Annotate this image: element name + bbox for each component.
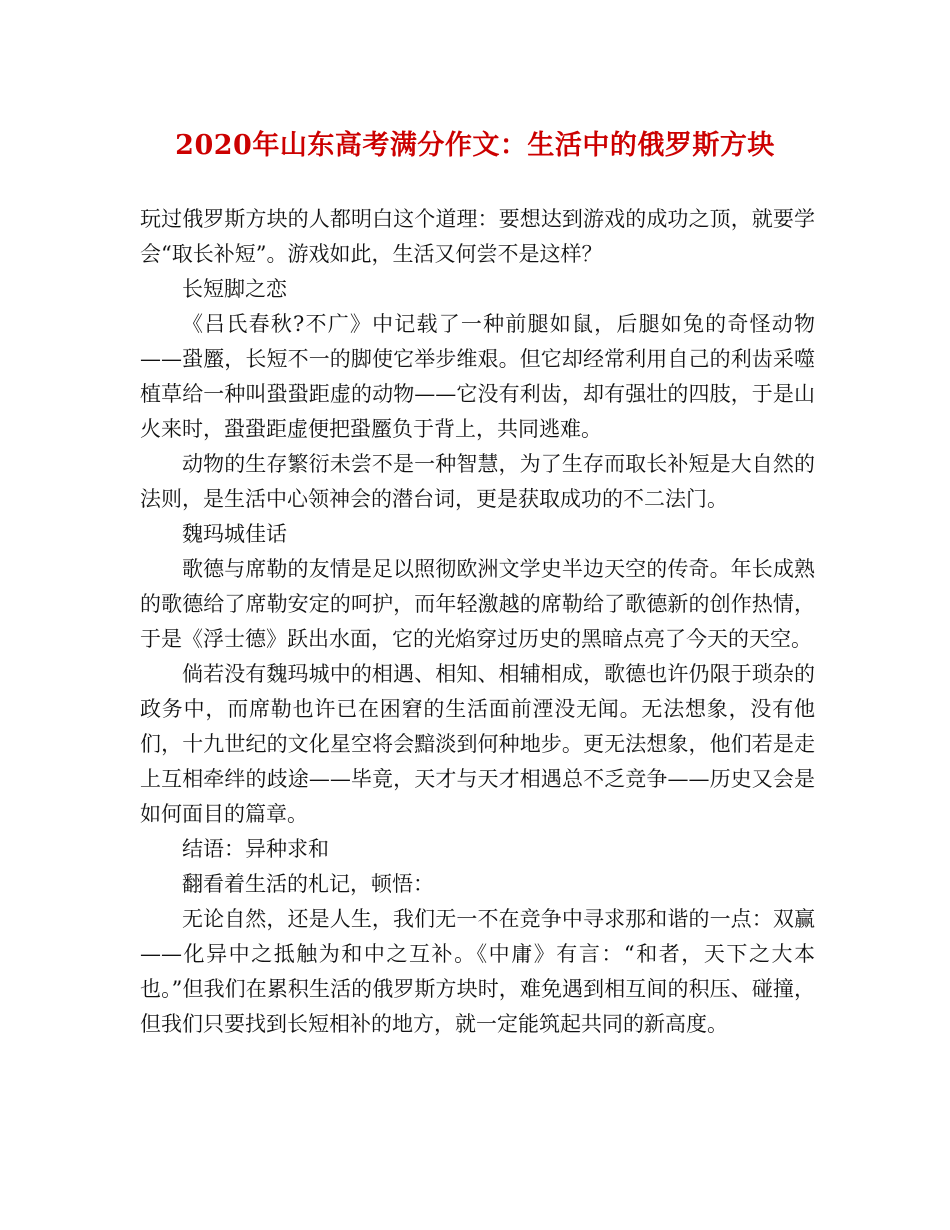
- document-title: 2020年山东高考满分作文：生活中的俄罗斯方块: [175, 130, 775, 161]
- paragraph: 无论自然，还是人生，我们无一不在竞争中寻求那和谐的一点：双赢——化异中之抵触为和中之互补。《中庸》有言：“和者，天下之大本也。”但我们在累积生活的俄罗斯方块时，难免遇到相互间的积压、碰撞，但我们只要找到长短相补的地方，就一定能筑起共同的新高度。: [140, 907, 815, 1036]
- paragraph: 动物的生存繁衍未尝不是一种智慧，为了生存而取长补短是大自然的法则，是生活中心领神会的潜台词，更是获取成功的不二法门。: [140, 452, 815, 511]
- paragraph-intro: 玩过俄罗斯方块的人都明白这个道理：要想达到游戏的成功之顶，就要学会“取长补短”。游戏如此，生活又何尝不是这样？: [140, 207, 815, 266]
- section-heading-conclusion: 结语：异种求和: [182, 837, 329, 861]
- paragraph: 翻看着生活的札记，顿悟：: [182, 872, 434, 896]
- section-heading-long-short-feet: 长短脚之恋: [182, 277, 287, 301]
- document-body: [140, 202, 815, 1042]
- section-heading-weimar: 魏玛城佳话: [182, 522, 287, 546]
- paragraph: 歌德与席勒的友情是足以照彻欧洲文学史半边天空的传奇。年长成熟的歌德给了席勒安定的呵护，而年轻激越的席勒给了歌德新的创作热情，于是《浮士德》跃出水面，它的光焰穿过历史的黑暗点亮了今天的天空。: [140, 557, 815, 651]
- paragraph: 倘若没有魏玛城中的相遇、相知、相辅相成，歌德也许仍限于琐杂的政务中，而席勒也许已在困窘的生活面前湮没无闻。无法想象，没有他们，十九世纪的文化星空将会黯淡到何种地步。更无法想象，他们若是走上互相牵绊的歧途——毕竟，天才与天才相遇总不乏竞争——历史又会是如何面目的篇章。: [140, 662, 815, 826]
- paragraph: 《吕氏春秋?不广》中记载了一种前腿如鼠，后腿如兔的奇怪动物——蛩蟨，长短不一的脚使它举步维艰。但它却经常利用自己的利齿采噬植草给一种叫蛩蛩距虚的动物——它没有利齿，却有强壮的四肢，于是山火来时，蛩蛩距虚便把蛩蟨负于背上，共同逃难。: [140, 312, 815, 441]
